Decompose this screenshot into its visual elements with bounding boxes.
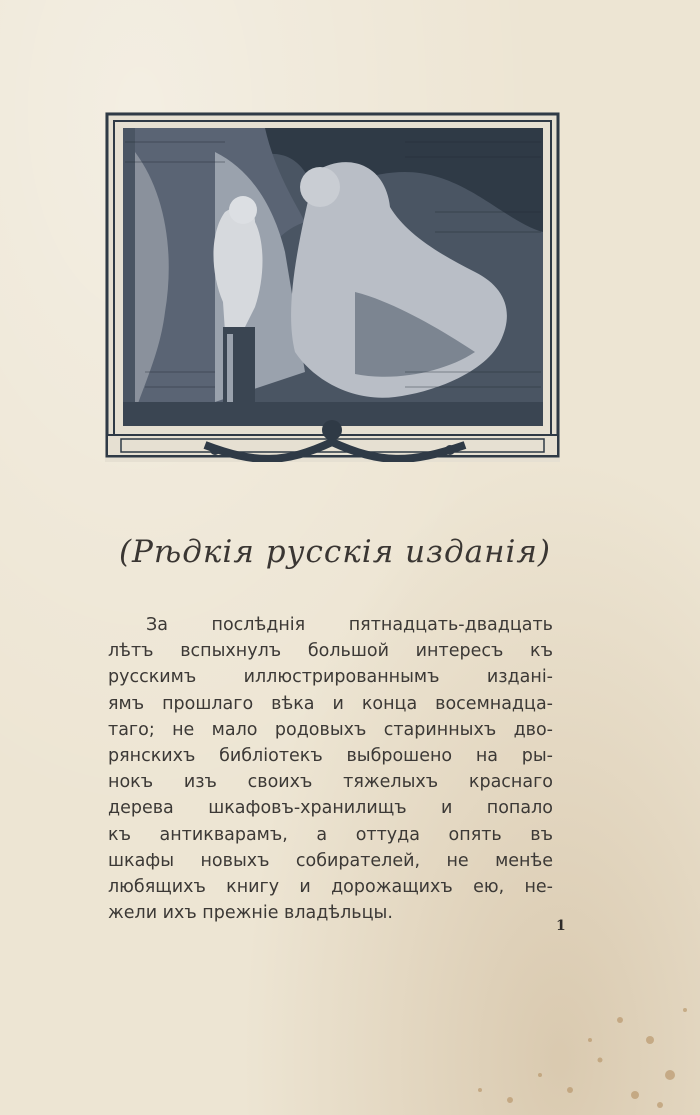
text-line: рянскихъ библіотекъ выброшено на ры- [108, 745, 553, 766]
text-line: жели ихъ прежніе владѣльцы. [108, 903, 393, 924]
text-line: таго; не мало родовыхъ старинныхъ дво- [108, 719, 553, 740]
text-line: русскимъ иллюстрированнымъ издані- [108, 667, 553, 688]
page-number: 1 [556, 918, 566, 934]
text-line: ямъ прошлаго вѣка и конца восемнадца- [108, 693, 553, 714]
text-line: любящихъ книгу и дорожащихъ ею, не- [108, 876, 553, 897]
page-heading: (Рѣдкія русскія изданія) [118, 534, 552, 570]
text-line: лѣтъ вспыхнулъ большой интересъ къ [108, 641, 553, 662]
body-paragraph [108, 612, 553, 926]
text-line: дерева шкафовъ-хранилищъ и попало [108, 798, 553, 819]
text-line: шкафы новыхъ собирателей, не менѣе [108, 850, 553, 871]
paper-stain [420, 980, 700, 1115]
engraving-illustration [105, 112, 560, 462]
text-line: къ антикварамъ, а оттуда опять въ [108, 824, 553, 845]
text-line: За послѣднія пятнадцать-двадцать [146, 615, 553, 635]
text-line: нокъ изъ своихъ тяжелыхъ краснаго [108, 772, 553, 793]
